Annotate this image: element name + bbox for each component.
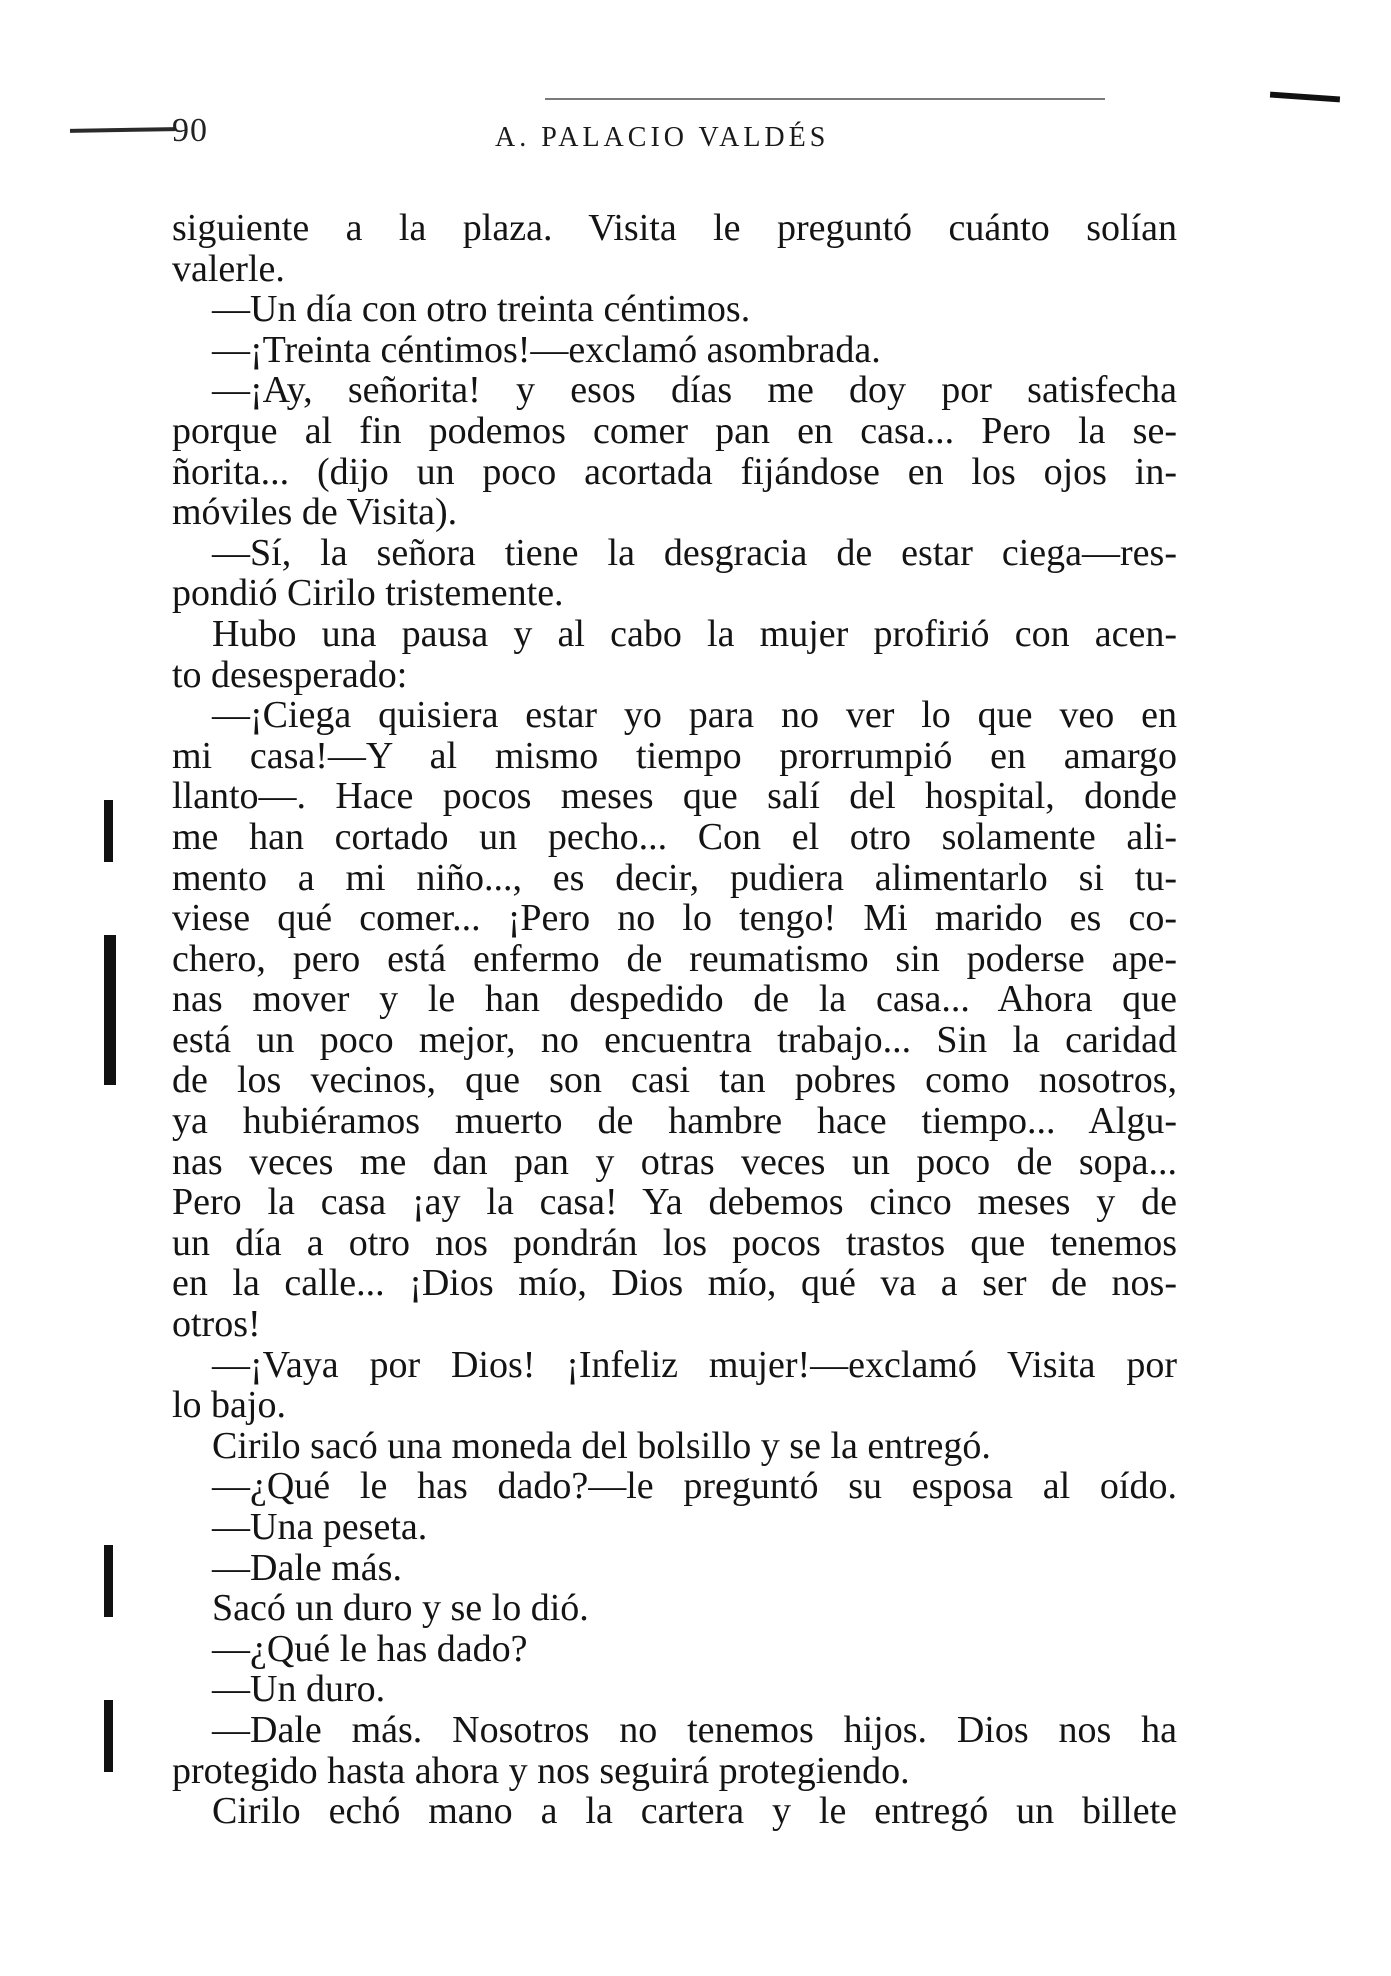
text-line: mi casa!—Y al mismo tiempo prorrumpió en amargo (172, 734, 1177, 777)
text-line: un día a otro nos pondrán los pocos trastos que tenemos (172, 1221, 1177, 1264)
body-text (172, 208, 1177, 1832)
text-line: —Sí, la señora tiene la desgracia de estar ciega—res- (212, 531, 1177, 574)
text-line: porque al fin podemos comer pan en casa... Pero la se- (172, 409, 1177, 452)
running-title: A. PALACIO VALDÉS (495, 122, 830, 153)
text-line: protegido hasta ahora y nos seguirá protegiendo. (172, 1749, 910, 1792)
text-line: en la calle... ¡Dios mío, Dios mío, qué va a ser de nos- (172, 1262, 1177, 1305)
text-line: Sacó un duro y se lo dió. (212, 1587, 589, 1630)
text-line: lo bajo. (172, 1384, 286, 1427)
text-line: ñorita... (dijo un poco acortada fijándose en los ojos in- (172, 450, 1177, 493)
text-line: ya hubiéramos muerto de hambre hace tiempo... Algu- (172, 1100, 1177, 1143)
text-line: me han cortado un pecho... Con el otro solamente ali- (172, 815, 1177, 858)
text-line: valerle. (172, 247, 285, 290)
text-line: —Dale más. Nosotros no tenemos hijos. Dios nos ha (212, 1708, 1177, 1751)
text-line: —Un día con otro treinta céntimos. (212, 288, 751, 331)
text-line: —¿Qué le has dado? (212, 1627, 528, 1670)
text-line: Cirilo echó mano a la cartera y le entregó un billete (212, 1790, 1177, 1833)
text-line: —Una peseta. (212, 1506, 428, 1548)
text-line: Cirilo sacó una moneda del bolsillo y se la entregó. (212, 1424, 991, 1467)
margin-scan-mark (104, 935, 116, 1085)
text-line: pondió Cirilo tristemente. (172, 572, 564, 615)
header-rule-left (70, 127, 175, 133)
margin-scan-mark (104, 800, 113, 862)
margin-scan-mark (104, 1700, 113, 1772)
text-line: mento a mi niño..., es decir, pudiera alimentarlo si tu- (172, 856, 1177, 899)
text-line: Hubo una pausa y al cabo la mujer profirió con acen- (212, 612, 1177, 655)
text-line: de los vecinos, que son casi tan pobres como nosotros, (172, 1059, 1177, 1102)
text-line: chero, pero está enfermo de reumatismo sin poderse ape- (172, 937, 1177, 980)
text-line: nas veces me dan pan y otras veces un poco de sopa... (172, 1140, 1177, 1183)
text-line: siguiente a la plaza. Visita le preguntó cuánto solían (172, 207, 1177, 249)
text-line: —¡Ciega quisiera estar yo para no ver lo que veo en (212, 694, 1177, 737)
text-line: —¿Qué le has dado?—le preguntó su esposa al oído. (212, 1465, 1177, 1508)
text-line: viese qué comer... ¡Pero no lo tengo! Mi marido es co- (172, 897, 1177, 940)
text-line: móviles de Visita). (172, 491, 458, 534)
text-line: —¡Ay, señorita! y esos días me doy por satisfecha (212, 369, 1177, 412)
text-line: llanto—. Hace pocos meses que salí del hospital, donde (172, 775, 1177, 818)
text-line: Pero la casa ¡ay la casa! Ya debemos cinco meses y de (172, 1181, 1177, 1224)
text-line: —¡Vaya por Dios! ¡Infeliz mujer!—exclamó Visita por (212, 1343, 1177, 1386)
margin-scan-mark (104, 1545, 113, 1617)
text-line: —¡Treinta céntimos!—exclamó asombrada. (212, 328, 881, 371)
text-line: está un poco mejor, no encuentra trabajo... Sin la caridad (172, 1018, 1177, 1061)
text-line: —Un duro. (212, 1668, 386, 1711)
text-line: otros! (172, 1303, 261, 1346)
header-rule-far-right (1270, 92, 1340, 103)
text-line: nas mover y le han despedido de la casa... Ahora que (172, 978, 1177, 1021)
page-number: 90 (172, 112, 208, 149)
text-line: —Dale más. (212, 1546, 402, 1589)
text-line: to desesperado: (172, 653, 408, 696)
header-rule-right (545, 98, 1105, 100)
